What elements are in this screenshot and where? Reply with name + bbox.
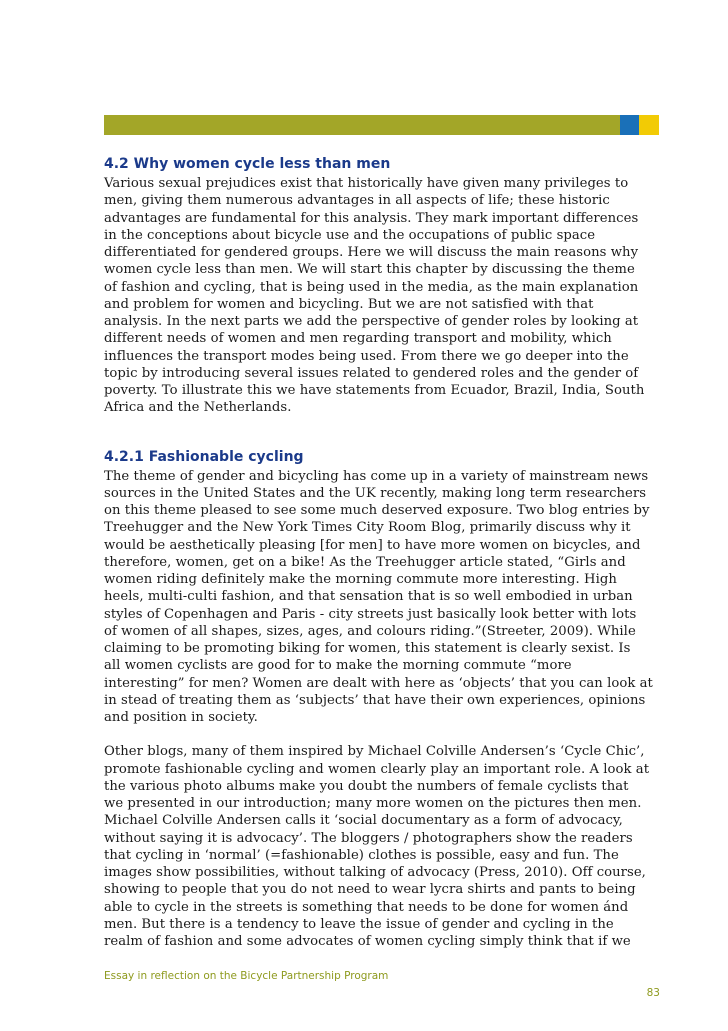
- subsection-paragraph-2: [104, 743, 664, 950]
- text-line: men. But there is a tendency to leave the issue of gender and cycling in the: [104, 916, 614, 932]
- text-line: heels, multi-culti fashion, and that sensation that is so well embodied in urban: [104, 589, 633, 605]
- text-line: showing to people that you do not need to wear lycra shirts and pants to being: [104, 882, 636, 898]
- text-line: would be aesthetically pleasing [for men] to have more women on bicycles, and: [104, 537, 641, 553]
- text-line: poverty. To illustrate this we have statements from Ecuador, Brazil, India, South: [104, 383, 645, 398]
- text-line: able to cycle in the streets is something that needs to be done for women ánd: [104, 899, 629, 915]
- text-line: in stead of treating them as ‘subjects’ that have their own experiences, opinions: [104, 692, 646, 708]
- text-line: Various sexual prejudices exist that historically have given many privileges to: [104, 176, 629, 191]
- header-color-bar: [104, 115, 659, 135]
- text-line: differentiated for gendered groups. Here we will discuss the main reasons why: [104, 245, 639, 260]
- text-line: all women cyclists are good for to make the morning commute “more: [104, 658, 572, 674]
- section-heading: 4.2 Why women cycle less than men: [104, 156, 391, 172]
- text-line: without saying it is advocacy’. The bloggers / photographers show the readers: [104, 830, 633, 846]
- subsection-paragraph-1: [104, 468, 664, 727]
- page-number: 83: [646, 987, 660, 999]
- text-line: sources in the United States and the UK recently, making long term researchers: [104, 485, 647, 501]
- text-line: styles of Copenhagen and Paris - city streets just basically look better with lots: [104, 606, 637, 622]
- text-line: realm of fashion and some advocates of women cycling simply think that if we: [104, 934, 631, 949]
- text-line: therefore, women, get on a bike! As the Treehugger article stated, “Girls and: [104, 554, 626, 570]
- text-line: Africa and the Netherlands.: [104, 400, 292, 416]
- footer-title: Essay in reflection on the Bicycle Partnership Program: [104, 970, 389, 982]
- text-line: of fashion and cycling, that is being used in the media, as the main explanation: [104, 279, 639, 295]
- page-content: [104, 153, 664, 950]
- text-line: the various photo albums make you doubt the numbers of female cyclists that: [104, 778, 629, 794]
- text-line: in the conceptions about bicycle use and the occupations of public space: [104, 227, 596, 243]
- text-line: analysis. In the next parts we add the perspective of gender roles by looking at: [104, 314, 639, 329]
- text-line: we presented in our introduction; many more women on the pictures then men.: [104, 796, 642, 811]
- text-line: different needs of women and men regarding transport and mobility, which: [104, 331, 612, 347]
- text-line: promote fashionable cycling and women clearly play an important role. A look at: [104, 761, 650, 777]
- text-line: interesting” for men? Women are dealt with here as ‘objects’ that you can look at: [104, 675, 653, 691]
- text-line: and problem for women and bicycling. But we are not satisfied with that: [104, 296, 594, 312]
- text-line: that cycling in ‘normal’ (=fashionable) clothes is possible, easy and fun. The: [104, 847, 619, 863]
- text-line: of women of all shapes, sizes, ages, and colours riding.”(Streeter, 2009). While: [104, 623, 636, 639]
- text-line: images show possibilities, without talking of advocacy (Press, 2010). Off course,: [104, 865, 646, 880]
- subsection-heading: 4.2.1 Fashionable cycling: [104, 448, 304, 465]
- text-line: claiming to be promoting biking for women, this statement is clearly sexist. Is: [104, 641, 631, 656]
- header-bar-blue-segment: [620, 115, 639, 135]
- header-bar-yellow-segment: [639, 115, 659, 135]
- header-bar-olive-segment: [104, 115, 620, 135]
- text-line: Treehugger and the New York Times City Room Blog, primarily discuss why it: [104, 520, 631, 536]
- text-line: Michael Colville Andersen calls it ‘social documentary as a form of advocacy,: [104, 813, 623, 829]
- text-line: and position in society.: [104, 710, 258, 725]
- text-line: on this theme pleased to see some much deserved exposure. Two blog entries by: [104, 503, 650, 518]
- text-line: women cycle less than men. We will start this chapter by discussing the theme: [104, 262, 635, 278]
- text-line: The theme of gender and bicycling has come up in a variety of mainstream news: [104, 468, 649, 484]
- text-line: advantages are fundamental for this analysis. They mark important differences: [104, 210, 639, 226]
- text-line: Other blogs, many of them inspired by Michael Colville Andersen’s ‘Cycle Chic’,: [104, 744, 645, 760]
- text-line: women riding definitely make the morning commute more interesting. High: [104, 572, 617, 587]
- text-line: topic by introducing several issues related to gendered roles and the gender of: [104, 365, 639, 381]
- text-line: influences the transport modes being used. From there we go deeper into the: [104, 348, 629, 364]
- text-line: men, giving them numerous advantages in all aspects of life; these historic: [104, 193, 610, 209]
- section-paragraph: [104, 175, 664, 417]
